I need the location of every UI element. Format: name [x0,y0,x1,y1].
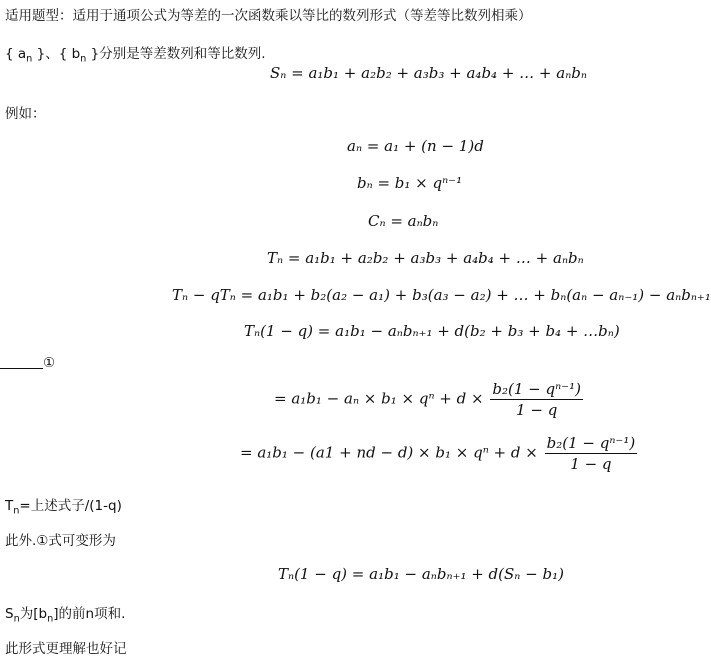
sequence-definition: { $a_n$ }、{ $b_n$ }分别是等差数列和等比数列. [5,46,266,65]
also-line: 此外.①式可变形为 [5,533,116,549]
equation-bn: bₙ = b₁ × qⁿ⁻¹ [357,174,463,192]
last-line: 此形式更理解也好记 [5,641,127,657]
equation-cn: Cₙ = aₙbₙ [368,212,439,230]
tn-note: $T_n=$上述式子/(1-q) [5,498,122,517]
sn-note: $S_n$为$[b_n]$的前n项和. [5,606,126,625]
equation-difference: Tₙ − qTₙ = a₁b₁ + b₂(a₂ − a₁) + b₃(a₃ − a₂) + … + bₙ(aₙ − aₙ₋₁) − aₙbₙ₊₁ [172,286,711,304]
equation-tn: Tₙ = a₁b₁ + a₂b₂ + a₃b₃ + a₄b₄ + … + aₙbₙ [267,249,584,267]
equation-tn-factored: Tₙ(1 − q) = a₁b₁ − aₙbₙ₊₁ + d(b₂ + b₃ + b₄ + …bₙ) [244,322,620,340]
circle-one-marker: ① [43,355,56,371]
underline-rule [0,368,43,369]
fraction-5: $\frac{\text{b₂(1 − qⁿ⁻¹)}}{1 - q}$ [546,434,636,473]
fraction-4: $\frac{\text{b₂(1 − qⁿ⁻¹)}}{1 - q}$ [492,380,581,419]
equation-an: aₙ = a₁ + (n − 1)d [347,137,484,155]
equation-final: Tₙ(1 − q) = a₁b₁ − aₙbₙ₊₁ + d(Sₙ − b₁) [278,565,564,583]
example-label: 例如： [5,106,46,122]
intro-text: 适用题型：适用于通项公式为等差的一次函数乘以等比的数列形式（等差等比数列相乘） [5,8,532,24]
equation-line-4: = a₁b₁ − aₙ × b₁ × qⁿ + d × $\frac{\text{b₂(1 − qⁿ⁻¹)}}{1 - q}$ [274,380,581,419]
equation-sn: Sₙ = a₁b₁ + a₂b₂ + a₃b₃ + a₄b₄ + … + aₙbₙ [270,64,587,82]
equation-line-5: = a₁b₁ − (a1 + nd − d) × b₁ × qⁿ + d × $\frac{\text{b₂(1 − qⁿ⁻¹)}}{1 - q}$ [240,434,636,473]
